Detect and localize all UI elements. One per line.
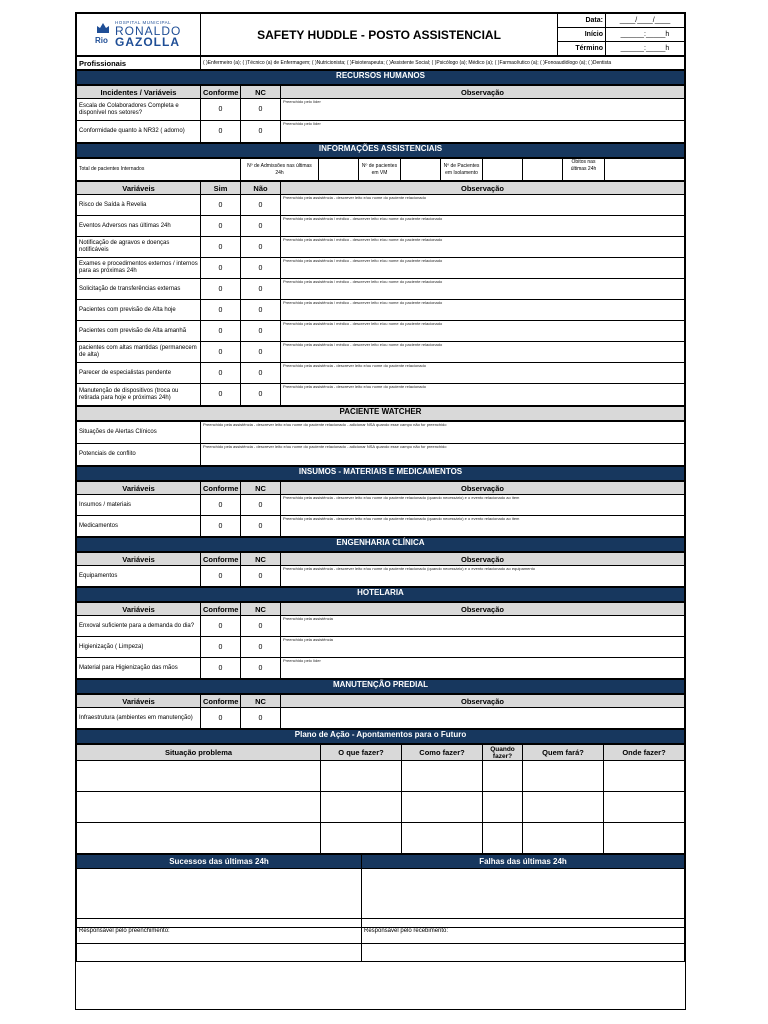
col-header: Conforme: [201, 603, 241, 616]
logo-name-1: RONALDO: [115, 24, 182, 38]
observation-field[interactable]: Preenchido pela assistência / médico - descrever leito e/ou nome do paciente relacionado: [281, 258, 685, 279]
plan-cell[interactable]: [321, 792, 402, 823]
observation-field[interactable]: Preenchido pela assistência / médico - descrever leito e/ou nome do paciente relacionado: [281, 342, 685, 363]
col-header: Como fazer?: [402, 745, 483, 761]
conforme-value[interactable]: 0: [201, 516, 241, 537]
plan-cell[interactable]: [483, 761, 523, 792]
observation-field[interactable]: [281, 708, 685, 729]
sim-value[interactable]: 0: [201, 321, 241, 342]
section-manutencao-predial: MANUTENÇÃO PREDIAL: [76, 679, 685, 694]
col-header: Onde fazer?: [604, 745, 685, 761]
ia-table: [76, 181, 685, 406]
section-paciente-watcher: PACIENTE WATCHER: [76, 406, 685, 421]
hot-table: [76, 602, 685, 679]
observation-field[interactable]: Preenchido pela assistência / médico - descrever leito e/ou nome do paciente relacionado: [281, 300, 685, 321]
nao-value[interactable]: 0: [241, 258, 281, 279]
observation-field[interactable]: Preenchido pelo líder: [281, 658, 685, 679]
nao-value[interactable]: 0: [241, 363, 281, 384]
observation-field[interactable]: Preenchido pela assistência - descrever leito e/ou nome do paciente relacionado (quando necessário) e o evento relacionado ao item: [281, 495, 685, 516]
observation-field[interactable]: Preenchido pelo líder: [281, 99, 685, 121]
nao-value[interactable]: 0: [241, 216, 281, 237]
nc-value[interactable]: 0: [241, 121, 281, 143]
sucessos-header: Sucessos das últimas 24h: [77, 855, 362, 869]
variable-label: Situações de Alertas Clínicos: [77, 422, 201, 444]
nao-value[interactable]: 0: [241, 300, 281, 321]
nao-value[interactable]: 0: [241, 384, 281, 406]
sim-value[interactable]: 0: [201, 384, 241, 406]
col-header: Não: [241, 182, 281, 195]
falhas-header: Falhas das últimas 24h: [362, 855, 685, 869]
nao-value[interactable]: 0: [241, 195, 281, 216]
man-table: [76, 694, 685, 729]
variable-label: pacientes com altas mantidas (permanecem de alta): [77, 342, 201, 363]
sim-value[interactable]: 0: [201, 279, 241, 300]
logo-city: Rio: [95, 36, 108, 45]
plan-cell[interactable]: [321, 823, 402, 854]
variable-label: Medicamentos: [77, 516, 201, 537]
city-crest-icon: [95, 22, 111, 34]
col-header: Observação: [281, 482, 685, 495]
footer-table: [76, 854, 685, 962]
stat-label: Nº de Pacientes em Isolamento: [441, 159, 483, 181]
plan-cell[interactable]: [523, 792, 604, 823]
observation-field[interactable]: Preenchido pela assistência: [281, 616, 685, 637]
plan-cell[interactable]: [483, 823, 523, 854]
observation-field[interactable]: Preenchido pela assistência / médico - descrever leito e/ou nome do paciente relacionado: [281, 279, 685, 300]
stat-value[interactable]: [605, 159, 685, 181]
col-header: Quem fará?: [523, 745, 604, 761]
variable-label: Higienização ( Limpeza): [77, 637, 201, 658]
variable-label: Risco de Saída à Revelia: [77, 195, 201, 216]
col-header: Variáveis: [77, 482, 201, 495]
stat-value[interactable]: [319, 159, 359, 181]
variable-label: Notificação de agravos e doenças notificáveis: [77, 237, 201, 258]
nao-value[interactable]: 0: [241, 321, 281, 342]
plan-cell[interactable]: [402, 823, 483, 854]
col-header: Quando fazer?: [483, 745, 523, 761]
end-time-field[interactable]: ______:_____h: [606, 42, 685, 56]
ia-stats-row: [76, 158, 685, 181]
variable-label: Infraestrutura (ambientes em manutenção): [77, 708, 201, 729]
signature-field[interactable]: [77, 944, 362, 962]
col-header: Observação: [281, 86, 685, 99]
col-header: Variáveis: [77, 695, 201, 708]
plan-cell[interactable]: [604, 823, 685, 854]
conforme-value[interactable]: 0: [201, 495, 241, 516]
conforme-value[interactable]: 0: [201, 708, 241, 729]
conforme-value[interactable]: 0: [201, 637, 241, 658]
col-header: Observação: [281, 553, 685, 566]
variable-label: Material para Higienização das mãos: [77, 658, 201, 679]
profissionais-row: [76, 56, 685, 70]
observation-field[interactable]: Preenchido pela assistência / médico - descrever leito e/ou nome do paciente relacionado: [281, 321, 685, 342]
logo-name-2: GAZOLLA: [115, 35, 180, 49]
sim-value[interactable]: 0: [201, 237, 241, 258]
section-informacoes-assistenciais: INFORMAÇÕES ASSISTENCIAIS: [76, 143, 685, 158]
sim-value[interactable]: 0: [201, 342, 241, 363]
conforme-value[interactable]: 0: [201, 566, 241, 587]
col-header: NC: [241, 603, 281, 616]
date-field[interactable]: ____/____/____: [606, 14, 685, 28]
col-header: Incidentes / Variáveis: [77, 86, 201, 99]
conforme-value[interactable]: 0: [201, 658, 241, 679]
stat-value[interactable]: [401, 159, 441, 181]
plan-cell[interactable]: [523, 761, 604, 792]
section-plano-de-acao: Plano de Ação - Apontamentos para o Futuro: [76, 729, 685, 744]
signature-field[interactable]: [362, 944, 685, 962]
plan-cell[interactable]: [77, 792, 321, 823]
nc-value[interactable]: 0: [241, 566, 281, 587]
plan-cell[interactable]: [77, 761, 321, 792]
col-header: Conforme: [201, 482, 241, 495]
col-header: Variáveis: [77, 553, 201, 566]
variable-label: Solicitação de transferências externas: [77, 279, 201, 300]
variable-label: Potenciais de conflito: [77, 444, 201, 466]
pw-table: [76, 421, 685, 466]
col-header: Situação problema: [77, 745, 321, 761]
plan-cell[interactable]: [483, 792, 523, 823]
observation-field[interactable]: Preenchido pela assistência / médico - descrever leito e/ou nome do paciente relacionado: [281, 216, 685, 237]
section-engenharia-clinica: ENGENHARIA CLÍNICA: [76, 537, 685, 552]
nao-value[interactable]: 0: [241, 279, 281, 300]
stat-label: Óbitos nas últimas 24h: [563, 159, 605, 181]
col-header: Sim: [201, 182, 241, 195]
responsavel-preenchimento[interactable]: Responsável pelo preenchimento:: [77, 928, 362, 944]
conforme-value[interactable]: 0: [201, 121, 241, 143]
section-recursos-humanos: RECURSOS HUMANOS: [76, 70, 685, 85]
stat-label: Total de pacientes Internados: [77, 159, 241, 181]
sim-value[interactable]: 0: [201, 195, 241, 216]
form-header: [76, 13, 685, 56]
sim-value[interactable]: 0: [201, 363, 241, 384]
nc-value[interactable]: 0: [241, 516, 281, 537]
start-time-field[interactable]: ______:_____h: [606, 28, 685, 42]
col-header: Variáveis: [77, 182, 201, 195]
section-hotelaria: HOTELARIA: [76, 587, 685, 602]
observation-field[interactable]: Preenchido pela assistência / médico - descrever leito e/ou nome do paciente relacionado: [281, 237, 685, 258]
responsavel-recebimento[interactable]: Responsável pelo recebimento:: [362, 928, 685, 944]
plan-cell[interactable]: [77, 823, 321, 854]
rh-table: [76, 85, 685, 143]
variable-label: Insumos / materiais: [77, 495, 201, 516]
col-header: Variáveis: [77, 603, 201, 616]
nc-value[interactable]: 0: [241, 99, 281, 121]
falhas-field[interactable]: [362, 869, 685, 919]
variable-label: Exames e procedimentos externos / internos para as próximas 24h: [77, 258, 201, 279]
ins-table: [76, 481, 685, 537]
variable-label: Pacientes com previsão de Alta hoje: [77, 300, 201, 321]
observation-field[interactable]: Preenchido pela assistência - descrever leito e/ou nome do paciente relacionado (quando necessário) e o evento relacionado ao item: [281, 516, 685, 537]
nc-value[interactable]: 0: [241, 708, 281, 729]
plan-cell[interactable]: [523, 823, 604, 854]
form-title: SAFETY HUDDLE - POSTO ASSISTENCIAL: [201, 14, 558, 56]
conforme-value[interactable]: 0: [201, 616, 241, 637]
col-header: Conforme: [201, 695, 241, 708]
spacer-cell: [77, 919, 362, 928]
sucessos-field[interactable]: [77, 869, 362, 919]
profissionais-options[interactable]: ( )Enfermeiro (a); ( )Técnico (a) de Enfermagem; ( )Nutricionista; ( )Fisioterapeuta; ( )Assistente Social; ( )Psicólogo (a); Médico (a); ( )Farmacêutico (a); ( )Fonoaudiólogo (a); ( )Dentista: [201, 57, 685, 70]
variable-label: Parecer de especialistas pendente: [77, 363, 201, 384]
observation-field[interactable]: Preenchido pela assistência - descrever leito e/ou nome do paciente relacionado: [281, 384, 685, 406]
observation-field[interactable]: Preenchido pela assistência - descrever leito e/ou nome do paciente relacionado - adicionar NSA quando esse campo não for preenchido: [201, 422, 685, 444]
col-header: NC: [241, 482, 281, 495]
variable-label: Conformidade quanto à NR32 ( adorno): [77, 121, 201, 143]
col-header: Conforme: [201, 86, 241, 99]
sim-value[interactable]: 0: [201, 258, 241, 279]
variable-label: Pacientes com previsão de Alta amanhã: [77, 321, 201, 342]
plan-cell[interactable]: [402, 761, 483, 792]
safety-huddle-form: [75, 12, 686, 1010]
logo-small-text: HOSPITAL MUNICIPAL: [115, 20, 172, 25]
nc-value[interactable]: 0: [241, 495, 281, 516]
observation-field[interactable]: Preenchido pela assistência - descrever leito e/ou nome do paciente relacionado: [281, 195, 685, 216]
nc-value[interactable]: 0: [241, 616, 281, 637]
observation-field[interactable]: Preenchido pela assistência - descrever leito e/ou nome do paciente relacionado (quando necessário) e o evento relacionado ao equipamento: [281, 566, 685, 587]
plan-cell[interactable]: [604, 761, 685, 792]
spacer-cell: [362, 919, 685, 928]
observation-field[interactable]: Preenchido pela assistência - descrever leito e/ou nome do paciente relacionado - adicionar NSA quando esse campo não for preenchido: [201, 444, 685, 466]
profissionais-label: Profissionais: [77, 57, 201, 70]
variable-label: Eventos Adversos nas últimas 24h: [77, 216, 201, 237]
variable-label: Manutenção de dispositivos (troca ou retirada para hoje e próximas 24h): [77, 384, 201, 406]
conforme-value[interactable]: 0: [201, 99, 241, 121]
plan-cell[interactable]: [604, 792, 685, 823]
stat-value[interactable]: [523, 159, 563, 181]
plano-table: [76, 744, 685, 854]
section-insumos: INSUMOS - MATERIAIS E MEDICAMENTOS: [76, 466, 685, 481]
col-header: Conforme: [201, 553, 241, 566]
sim-value[interactable]: 0: [201, 300, 241, 321]
col-header: Observação: [281, 182, 685, 195]
sim-value[interactable]: 0: [201, 216, 241, 237]
start-label: Início: [558, 28, 606, 42]
end-label: Término: [558, 42, 606, 56]
plan-cell[interactable]: [321, 761, 402, 792]
observation-field[interactable]: Preenchido pelo líder: [281, 121, 685, 143]
col-header: NC: [241, 86, 281, 99]
stat-label: Nº de Admissões nas últimas 24h: [241, 159, 319, 181]
nc-value[interactable]: 0: [241, 658, 281, 679]
col-header: NC: [241, 695, 281, 708]
nc-value[interactable]: 0: [241, 637, 281, 658]
col-header: O que fazer?: [321, 745, 402, 761]
nao-value[interactable]: 0: [241, 237, 281, 258]
hospital-logo: [77, 14, 201, 56]
plan-cell[interactable]: [402, 792, 483, 823]
col-header: NC: [241, 553, 281, 566]
stat-label: Nº de pacientes em VM: [359, 159, 401, 181]
observation-field[interactable]: Preenchido pela assistência - descrever leito e/ou nome do paciente relacionado: [281, 363, 685, 384]
stat-value[interactable]: [483, 159, 523, 181]
col-header: Observação: [281, 695, 685, 708]
variable-label: Enxoval suficiente para a demanda do dia?: [77, 616, 201, 637]
nao-value[interactable]: 0: [241, 342, 281, 363]
date-label: Data:: [558, 14, 606, 28]
variable-label: Equipamentos: [77, 566, 201, 587]
variable-label: Escala de Colaboradores Completa e disponível nos setores?: [77, 99, 201, 121]
eng-table: [76, 552, 685, 587]
observation-field[interactable]: Preenchido pela assistência: [281, 637, 685, 658]
col-header: Observação: [281, 603, 685, 616]
